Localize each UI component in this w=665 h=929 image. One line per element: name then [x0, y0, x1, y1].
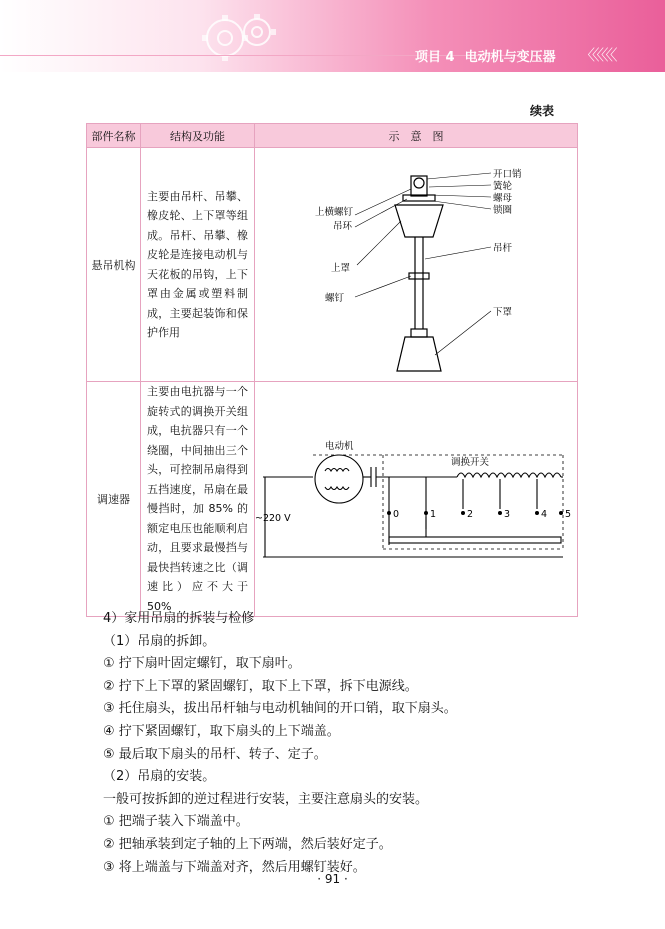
label-pos-4: 4: [541, 509, 548, 520]
body-line: 一般可按拆卸的逆过程进行安装，主要注意扇头的安装。: [103, 791, 429, 807]
table-row: [87, 148, 578, 382]
chevrons-icon: 〈〈〈〈〈〈: [580, 46, 615, 64]
body-line: （2）吊扇的安装。: [103, 769, 216, 785]
label-switch: 调换开关: [451, 457, 490, 468]
label-lower-cover: 下罩: [493, 306, 513, 318]
body-line: ④ 拧下紧固螺钉，取下扇头的上下端盖。: [103, 723, 340, 739]
label-pin: 开口销: [493, 168, 522, 180]
header-diagram: 示 意 图: [255, 124, 578, 148]
body-line: ③ 托住扇头，拔出吊杆轴与电动机轴间的开口销，取下扇头。: [103, 701, 457, 717]
label-pos-1: 1: [430, 509, 437, 520]
body-line: ① 拧下扇叶固定螺钉，取下扇叶。: [103, 656, 301, 672]
part-name: 悬吊机构: [87, 148, 141, 382]
label-ring: 吊环: [333, 220, 353, 232]
gear-icon: [195, 6, 285, 66]
body-line: ② 拧下上下罩的紧固螺钉，取下上下罩，拆下电源线。: [103, 678, 418, 694]
chapter-title: [415, 46, 556, 65]
body-line: ③ 将上端盖与下端盖对齐，然后用螺钉装好。: [103, 859, 366, 875]
project-number: 项目 4: [415, 50, 455, 65]
body-text: [103, 608, 457, 879]
part-description: 主要由吊杆、吊攀、橡皮轮、上下罩等组成。吊杆、吊攀、橡皮轮是连接电动机与天花板的吊钩，上下罩由金属或塑料制成，主要起装饰和保护作用: [141, 148, 255, 382]
label-washer: 锁圈: [493, 204, 513, 216]
label-voltage: ~220 V: [255, 513, 291, 524]
part-description: 主要由电抗器与一个旋转式的调换开关组成，电抗器只有一个绕圈，中间抽出三个头，可控制吊扇得到五挡速度，吊扇在最慢挡时，加 85% 的额定电压也能顺利启动，且要求最慢挡与最快挡转速之比（调速比）应不大于 50%: [141, 382, 255, 617]
suspension-diagram: [255, 149, 577, 381]
body-line: ⑤ 最后取下扇头的吊杆、转子、定子。: [103, 746, 327, 762]
label-pos-2: 2: [467, 509, 474, 520]
project-title: 电动机与变压器: [464, 50, 556, 65]
speed-controller-diagram-cell: [255, 382, 578, 617]
header-structure: 结构及功能: [141, 124, 255, 148]
label-upper-cover: 上罩: [331, 262, 351, 274]
table-row: [87, 382, 578, 617]
label-nut: 螺母: [493, 192, 513, 204]
label-pos-3: 3: [504, 509, 511, 520]
label-pos-0: 0: [393, 509, 400, 520]
suspension-diagram-cell: [255, 148, 578, 382]
body-line: ① 把端子装入下端盖中。: [103, 814, 249, 830]
page-header: [0, 0, 665, 72]
body-line: 4）家用吊扇的拆装与检修: [103, 611, 255, 626]
label-motor: 电动机: [325, 441, 354, 452]
component-table: [86, 123, 578, 617]
header-part-name: 部件名称: [87, 124, 141, 148]
continued-label: 续表: [530, 104, 555, 118]
label-screw: 螺钉: [325, 292, 345, 304]
page-number: · 91 ·: [317, 872, 348, 886]
label-rod: 吊杆: [493, 242, 513, 254]
label-spring: 簧轮: [493, 180, 513, 192]
label-pos-5: 5: [565, 509, 572, 520]
body-line: （1）吊扇的拆卸。: [103, 633, 216, 649]
table-header-row: [87, 124, 578, 148]
label-bolt: 上横螺钉: [315, 206, 354, 218]
body-line: ② 把轴承装到定子轴的上下两端，然后装好定子。: [103, 836, 392, 852]
speed-controller-diagram: [255, 397, 577, 601]
part-name: 调速器: [87, 382, 141, 617]
